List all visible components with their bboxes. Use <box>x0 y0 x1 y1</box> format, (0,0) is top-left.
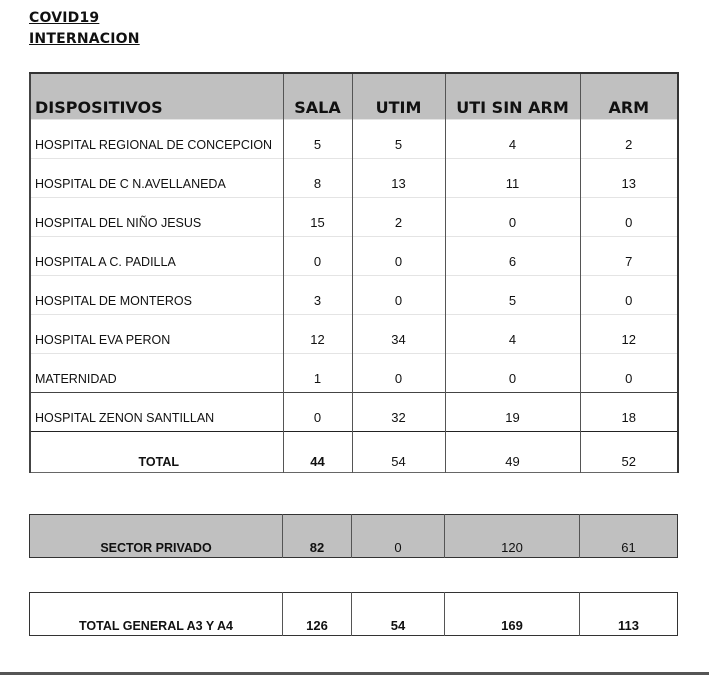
table-row <box>30 315 678 354</box>
cell-uti-sin-arm: 0 <box>445 198 580 237</box>
cell-utim: 32 <box>352 393 445 432</box>
cell-sala: 0 <box>283 237 352 276</box>
total-general-row <box>30 593 678 636</box>
cell-uti-sin-arm: 11 <box>445 159 580 198</box>
row-name: HOSPITAL A C. PADILLA <box>30 237 283 276</box>
sector-privado-row <box>30 515 678 558</box>
row-name: HOSPITAL DEL NIÑO JESUS <box>30 198 283 237</box>
cell-utim: 0 <box>352 354 445 393</box>
total-utim: 54 <box>352 432 445 473</box>
cell-arm: 13 <box>580 159 678 198</box>
cell-uti-sin-arm: 0 <box>445 354 580 393</box>
table-row <box>30 120 678 159</box>
cell-arm: 2 <box>580 120 678 159</box>
total-row <box>30 432 678 473</box>
cell-utim: 5 <box>352 120 445 159</box>
cell-sala: 0 <box>283 393 352 432</box>
cell-utim: 0 <box>352 237 445 276</box>
cell-sala: 1 <box>283 354 352 393</box>
table-row <box>30 237 678 276</box>
total-label: TOTAL <box>30 432 283 473</box>
general-utim: 54 <box>352 593 445 636</box>
total-general-label: TOTAL GENERAL A3 Y A4 <box>79 619 233 633</box>
row-name: HOSPITAL DE C N.AVELLANEDA <box>30 159 283 198</box>
table-header-row <box>30 73 678 120</box>
col-header-dispositivos: DISPOSITIVOS <box>30 73 283 120</box>
general-sala: 126 <box>283 593 352 636</box>
cell-sala: 8 <box>283 159 352 198</box>
cell-utim: 34 <box>352 315 445 354</box>
col-header-uti-sin-arm: UTI SIN ARM <box>445 73 580 120</box>
cell-arm: 7 <box>580 237 678 276</box>
total-uti-sin-arm: 49 <box>445 432 580 473</box>
col-header-sala: SALA <box>283 73 352 120</box>
col-header-utim: UTIM <box>352 73 445 120</box>
document-subtitle: INTERNACION <box>29 31 140 47</box>
cell-uti-sin-arm: 6 <box>445 237 580 276</box>
cell-arm: 0 <box>580 198 678 237</box>
general-arm: 113 <box>580 593 678 636</box>
row-name: HOSPITAL ZENON SANTILLAN <box>30 393 283 432</box>
privado-sala: 82 <box>283 515 352 558</box>
privado-uti-sin-arm: 120 <box>445 515 580 558</box>
cell-arm: 0 <box>580 276 678 315</box>
cell-sala: 12 <box>283 315 352 354</box>
internacion-table <box>29 72 679 473</box>
cell-sala: 5 <box>283 120 352 159</box>
table-row <box>30 276 678 315</box>
table-row <box>30 393 678 432</box>
cell-utim: 0 <box>352 276 445 315</box>
cell-arm: 12 <box>580 315 678 354</box>
table-row <box>30 159 678 198</box>
cell-uti-sin-arm: 19 <box>445 393 580 432</box>
document-title: COVID19 <box>29 10 100 26</box>
total-sala: 44 <box>283 432 352 473</box>
cell-arm: 0 <box>580 354 678 393</box>
cell-uti-sin-arm: 4 <box>445 120 580 159</box>
row-name: HOSPITAL DE MONTEROS <box>30 276 283 315</box>
row-name: HOSPITAL EVA PERON <box>30 315 283 354</box>
cell-sala: 3 <box>283 276 352 315</box>
cell-utim: 2 <box>352 198 445 237</box>
general-uti-sin-arm: 169 <box>445 593 580 636</box>
privado-utim: 0 <box>352 515 445 558</box>
cell-uti-sin-arm: 4 <box>445 315 580 354</box>
total-arm: 52 <box>580 432 678 473</box>
table-row <box>30 198 678 237</box>
row-name: MATERNIDAD <box>30 354 283 393</box>
cell-arm: 18 <box>580 393 678 432</box>
sector-privado-label: SECTOR PRIVADO <box>100 541 212 555</box>
total-general-table <box>29 592 678 636</box>
table-row <box>30 354 678 393</box>
cell-uti-sin-arm: 5 <box>445 276 580 315</box>
col-header-arm: ARM <box>580 73 678 120</box>
cell-utim: 13 <box>352 159 445 198</box>
sector-privado-table <box>29 514 678 558</box>
row-name: HOSPITAL REGIONAL DE CONCEPCION <box>30 120 283 159</box>
privado-arm: 61 <box>580 515 678 558</box>
cell-sala: 15 <box>283 198 352 237</box>
